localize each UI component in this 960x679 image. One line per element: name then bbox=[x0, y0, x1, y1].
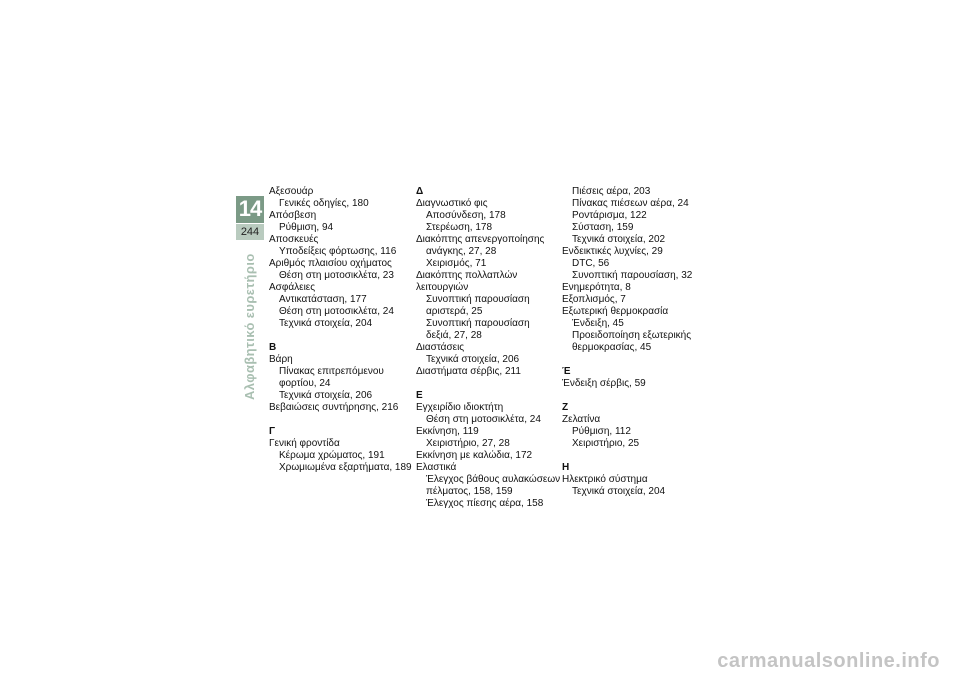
index-entry bbox=[562, 246, 707, 282]
index-entry bbox=[416, 366, 561, 378]
index-entry bbox=[416, 402, 561, 426]
index-subentry: Χειριστήριο, 27, 28 bbox=[426, 438, 510, 449]
index-letter-heading: Ε bbox=[416, 390, 423, 401]
index-entry-heading: Διαγνωστικό φις bbox=[416, 198, 488, 209]
index-letter-heading: Β bbox=[269, 342, 277, 353]
index-subentry: Συνοπτική παρουσίαση, 32 bbox=[572, 270, 693, 281]
index-entry-heading: Εκκίνηση, 119 bbox=[416, 426, 479, 437]
index-column-3 bbox=[562, 186, 707, 498]
index-entry bbox=[562, 378, 707, 390]
index-entry bbox=[269, 282, 414, 330]
index-entry-heading: Ζελατίνα bbox=[562, 414, 601, 425]
index-entry-heading: Εγχειρίδιο ιδιοκτήτη bbox=[416, 402, 504, 413]
page-number: 244 bbox=[236, 224, 264, 240]
index-entry bbox=[269, 438, 414, 474]
index-entry-heading: Αποσκευές bbox=[269, 234, 319, 245]
index-subentry: Ρύθμιση, 112 bbox=[572, 426, 631, 437]
index-entry-heading: Εκκίνηση με καλώδια, 172 bbox=[416, 450, 533, 461]
index-entry bbox=[269, 258, 414, 282]
index-entry bbox=[562, 186, 707, 246]
index-entry-heading: Διακόπτης απενεργοποίησης bbox=[416, 234, 545, 245]
index-subentry: Πίνακας επιτρεπόμενου bbox=[279, 366, 384, 377]
watermark: carmanualsonline.info bbox=[717, 650, 940, 672]
index-entry bbox=[416, 450, 561, 462]
index-entry bbox=[416, 198, 561, 234]
index-subentry: Θέση στη μοτοσικλέτα, 23 bbox=[279, 270, 394, 281]
index-subentry: Υποδείξεις φόρτωσης, 116 bbox=[279, 246, 397, 257]
index-entry-heading: Αξεσουάρ bbox=[269, 186, 314, 197]
index-entry-heading: Ένδειξη σέρβις, 59 bbox=[562, 378, 646, 389]
index-subentry: φορτίου, 24 bbox=[279, 378, 331, 389]
chapter-tab bbox=[236, 196, 264, 240]
index-letter-heading: Η bbox=[562, 462, 570, 473]
index-entry bbox=[416, 234, 561, 270]
index-subentry: Πιέσεις αέρα, 203 bbox=[572, 186, 651, 197]
index-letter-heading: Δ bbox=[416, 186, 424, 197]
index-subentry: Ρύθμιση, 94 bbox=[279, 222, 334, 233]
index-entry-heading: Ηλεκτρικό σύστημα bbox=[562, 474, 648, 485]
index-letter-heading: Έ bbox=[562, 366, 571, 377]
index-subentry: πέλματος, 158, 159 bbox=[426, 486, 513, 497]
index-entry bbox=[562, 474, 707, 498]
index-subentry: αριστερά, 25 bbox=[426, 306, 483, 317]
index-entry-heading: Βάρη bbox=[269, 354, 293, 365]
index-entry bbox=[562, 414, 707, 450]
index-subentry: Κέρωμα χρώματος, 191 bbox=[279, 450, 385, 461]
index-subentry: Έλεγχος πίεσης αέρα, 158 bbox=[426, 498, 544, 509]
index-subentry: Τεχνικά στοιχεία, 204 bbox=[572, 486, 666, 497]
index-column-1 bbox=[269, 186, 414, 474]
index-subentry: Τεχνικά στοιχεία, 204 bbox=[279, 318, 373, 329]
index-subentry: θερμοκρασίας, 45 bbox=[572, 342, 652, 353]
index-subentry: Προειδοποίηση εξωτερικής bbox=[572, 330, 692, 341]
index-entry-heading: Ενδεικτικές λυχνίες, 29 bbox=[562, 246, 663, 257]
index-column-2 bbox=[416, 186, 561, 510]
index-subentry: Ένδειξη, 45 bbox=[572, 318, 624, 329]
index-subentry: Πίνακας πιέσεων αέρα, 24 bbox=[572, 198, 689, 209]
index-subentry: Στερέωση, 178 bbox=[426, 222, 493, 233]
index-subentry: Τεχνικά στοιχεία, 202 bbox=[572, 234, 666, 245]
index-entry-heading: Αριθμός πλαισίου οχήματος bbox=[269, 258, 392, 269]
index-entry-heading: Εξοπλισμός, 7 bbox=[562, 294, 626, 305]
index-entry-heading: Βεβαιώσεις συντήρησης, 216 bbox=[269, 402, 399, 413]
index-entry-heading: Εξωτερική θερμοκρασία bbox=[562, 306, 669, 317]
index-entry bbox=[269, 186, 414, 210]
index-subentry: Ροντάρισμα, 122 bbox=[572, 210, 647, 221]
index-entry bbox=[416, 270, 561, 342]
chapter-number: 14 bbox=[238, 196, 262, 221]
index-subentry: Θέση στη μοτοσικλέτα, 24 bbox=[426, 414, 541, 425]
index-subentry: Συνοπτική παρουσίαση bbox=[426, 294, 530, 305]
index-entry bbox=[416, 342, 561, 366]
index-subentry: Χειριστήριο, 25 bbox=[572, 438, 640, 449]
index-entry-heading: Διαστάσεις bbox=[416, 342, 465, 353]
index-entry bbox=[269, 210, 414, 234]
index-entry bbox=[269, 354, 414, 402]
index-entry bbox=[416, 426, 561, 450]
index-subentry: Θέση στη μοτοσικλέτα, 24 bbox=[279, 306, 394, 317]
index-subentry: Αποσύνδεση, 178 bbox=[426, 210, 506, 221]
index-entry bbox=[562, 306, 707, 354]
index-subentry: Χειρισμός, 71 bbox=[426, 258, 487, 269]
chapter-title: Αλφαβητικό ευρετήριο bbox=[242, 253, 257, 400]
index-entry-heading: Ενημερότητα, 8 bbox=[562, 282, 631, 293]
index-subentry: Γενικές οδηγίες, 180 bbox=[279, 198, 369, 209]
index-entry-heading: Απόσβεση bbox=[269, 210, 317, 221]
index-subentry: Χρωμιωμένα εξαρτήματα, 189 bbox=[279, 462, 412, 473]
index-subentry: Σύσταση, 159 bbox=[572, 222, 634, 233]
index-entry-heading: Διακόπτης πολλαπλών λειτουργιών bbox=[416, 270, 518, 293]
index-subentry: ανάγκης, 27, 28 bbox=[426, 246, 497, 257]
index-entry bbox=[562, 282, 707, 294]
index-entry-heading: Γενική φροντίδα bbox=[269, 438, 340, 449]
index-entry bbox=[269, 234, 414, 258]
index-subentry: Αντικατάσταση, 177 bbox=[279, 294, 367, 305]
index-subentry: Τεχνικά στοιχεία, 206 bbox=[426, 354, 520, 365]
index-entry-heading: Ασφάλειες bbox=[269, 282, 316, 293]
index-subentry: DTC, 56 bbox=[572, 258, 610, 269]
index-letter-heading: Ζ bbox=[562, 402, 569, 413]
index-subentry: Συνοπτική παρουσίαση bbox=[426, 318, 530, 329]
index-entry bbox=[416, 462, 561, 510]
index-entry bbox=[562, 294, 707, 306]
index-letter-heading: Γ bbox=[269, 426, 276, 437]
index-subentry: Έλεγχος βάθους αυλακώσεων bbox=[426, 474, 561, 485]
index-subentry: δεξιά, 27, 28 bbox=[426, 330, 482, 341]
index-entry bbox=[269, 402, 414, 414]
index-entry-heading: Ελαστικά bbox=[416, 462, 457, 473]
index-subentry: Τεχνικά στοιχεία, 206 bbox=[279, 390, 373, 401]
index-entry-heading: Διαστήματα σέρβις, 211 bbox=[416, 366, 521, 377]
